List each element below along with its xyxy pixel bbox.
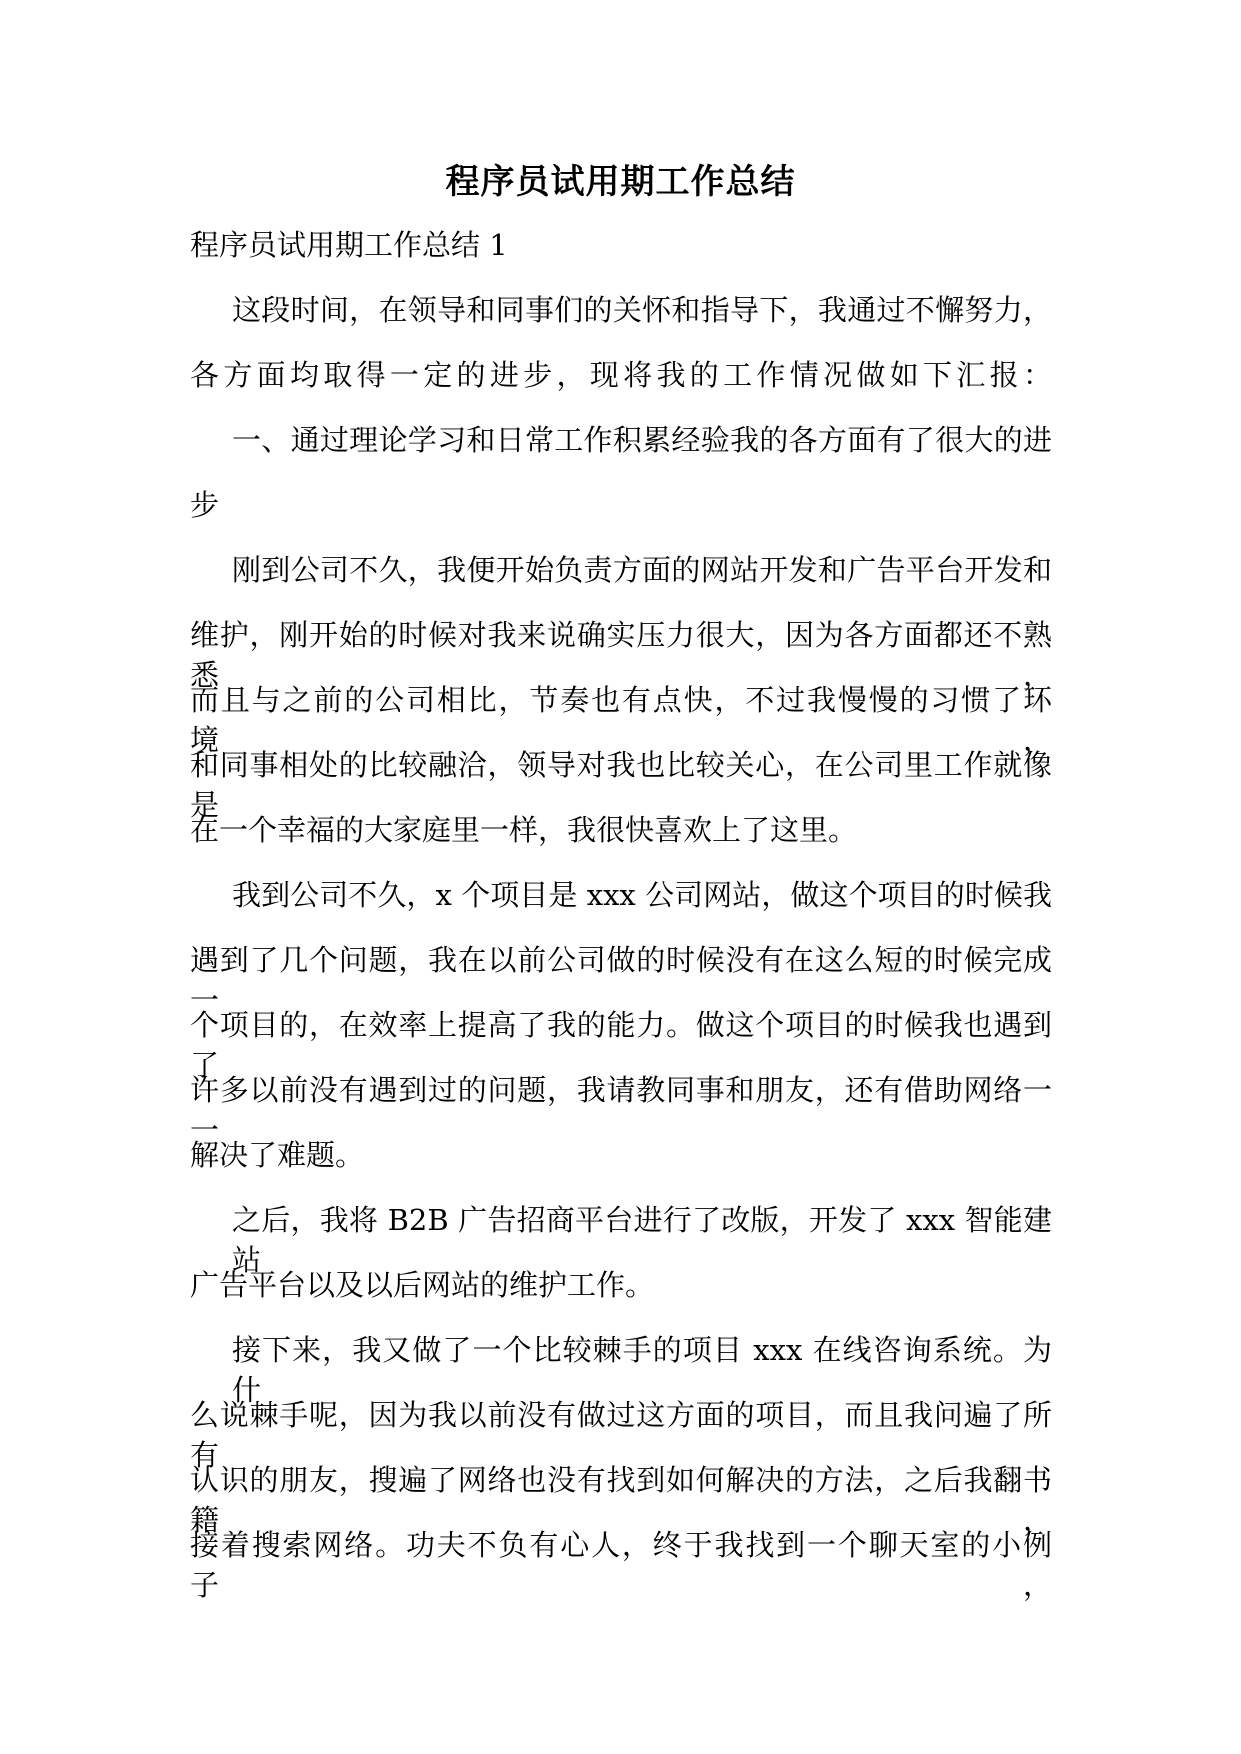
paragraph-line: 在一个幸福的大家庭里一样，我很快喜欢上了这里。 bbox=[190, 813, 858, 847]
paragraph-line: 我到公司不久，x 个项目是 xxx 公司网站，做这个项目的时候我 bbox=[232, 878, 1052, 912]
paragraph-line: 广告平台以及以后网站的维护工作。 bbox=[190, 1268, 655, 1302]
paragraph-line: 步 bbox=[190, 488, 220, 522]
paragraph-line: 之后，我将 B2B 广告招商平台进行了改版，开发了 xxx 智能建站 bbox=[232, 1203, 1052, 1277]
paragraph-line: 而且与之前的公司相比，节奏也有点快，不过我慢慢的习惯了环境， bbox=[190, 683, 1052, 757]
paragraph-line: 个项目的，在效率上提高了我的能力。做这个项目的时候我也遇到了 bbox=[190, 1008, 1052, 1082]
paragraph-line: 许多以前没有遇到过的问题，我请教同事和朋友，还有借助网络一一 bbox=[190, 1073, 1052, 1147]
document-title: 程序员试用期工作总结 bbox=[445, 162, 796, 202]
document-body bbox=[190, 225, 1052, 1602]
paragraph-line: 接下来，我又做了一个比较棘手的项目 xxx 在线咨询系统。为什 bbox=[232, 1333, 1052, 1407]
paragraph-line: 么说棘手呢，因为我以前没有做过这方面的项目，而且我问遍了所有 bbox=[190, 1398, 1052, 1472]
paragraph-line: 维护，刚开始的时候对我来说确实压力很大，因为各方面都还不熟悉， bbox=[190, 618, 1052, 692]
paragraph-line: 刚到公司不久，我便开始负责方面的网站开发和广告平台开发和 bbox=[232, 553, 1052, 587]
paragraph-line: 各方面均取得一定的进步，现将我的工作情况做如下汇报： bbox=[190, 358, 1052, 392]
paragraph-line: 接着搜索网络。功夫不负有心人，终于我找到一个聊天室的小例子， bbox=[190, 1528, 1052, 1602]
section-heading: 程序员试用期工作总结 1 bbox=[190, 228, 508, 262]
paragraph-line: 认识的朋友，搜遍了网络也没有找到如何解决的方法，之后我翻书籍， bbox=[190, 1463, 1052, 1537]
paragraph-line: 一、通过理论学习和日常工作积累经验我的各方面有了很大的进 bbox=[232, 423, 1052, 457]
paragraph-line: 和同事相处的比较融洽，领导对我也比较关心，在公司里工作就像是 bbox=[190, 748, 1052, 822]
paragraph-line: 这段时间，在领导和同事们的关怀和指导下，我通过不懈努力， bbox=[232, 293, 1052, 327]
paragraph-line: 解决了难题。 bbox=[190, 1138, 365, 1172]
paragraph-line: 遇到了几个问题，我在以前公司做的时候没有在这么短的时候完成一 bbox=[190, 943, 1052, 1017]
